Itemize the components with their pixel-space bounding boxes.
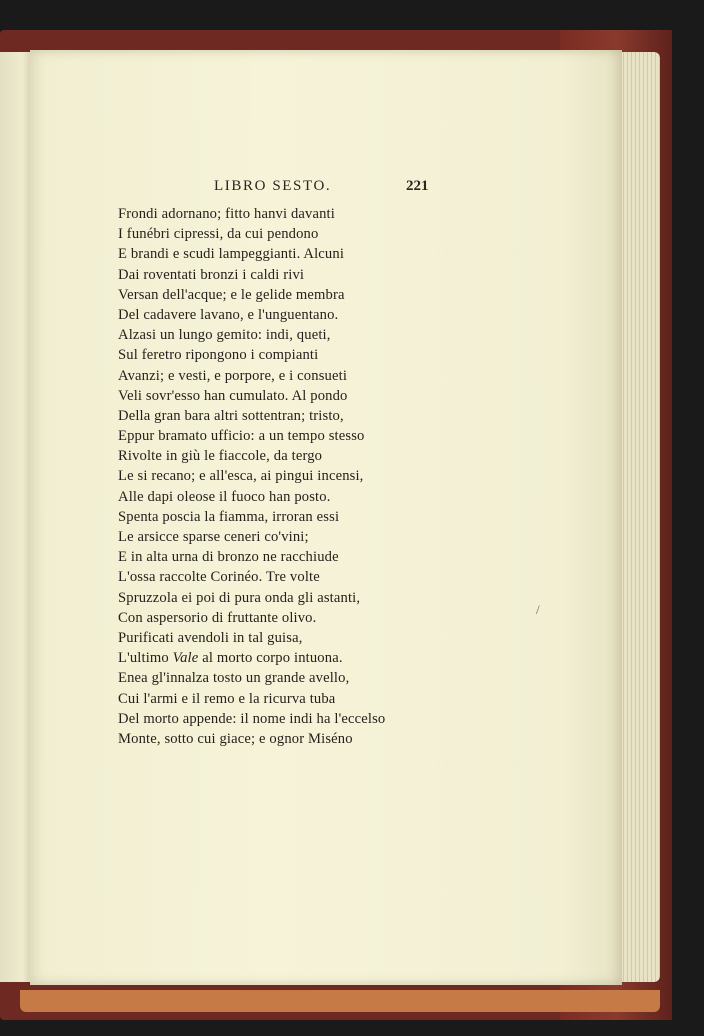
verse-line: Spenta poscia la fiamma, irroran essi: [118, 508, 340, 525]
verse-line: Cui l'armi e il remo e la ricurva tuba: [118, 690, 336, 707]
verse-line: Veli sovr'esso han cumulato. Al pondo: [118, 387, 348, 404]
verse-line: Enea gl'innalza tosto un grande avello,: [118, 670, 350, 687]
verse-line: Della gran bara altri sottentran; tristo,: [118, 407, 344, 424]
book-cover-edge: [20, 990, 660, 1012]
verse-block: [118, 204, 385, 749]
verse-text: al morto corpo intuona.: [198, 650, 343, 667]
verse-line: Avanzi; e vesti, e porpore, e i consueti: [118, 367, 348, 384]
verse-line: Alzasi un lungo gemito: indi, queti,: [118, 327, 331, 344]
verse-line: Purificati avendoli in tal guisa,: [118, 629, 303, 646]
verse-line: Rivolte in giù le fiaccole, da tergo: [118, 448, 323, 465]
verse-line: Del morto appende: il nome indi ha l'eccelso: [118, 710, 386, 727]
facing-page-edge: [0, 52, 33, 982]
verse-line: Del cadavere lavano, e l'unguentano.: [118, 306, 339, 323]
verse-line: I funébri cipressi, da cui pendono: [118, 226, 319, 243]
verse-line: E in alta urna di bronzo ne racchiude: [118, 549, 339, 566]
verse-line: Sul feretro ripongono i compianti: [118, 347, 319, 364]
verse-line: Frondi adornano; fitto hanvi davanti: [118, 206, 335, 222]
verse-line: Spruzzola ei poi di pura onda gli astanti,: [118, 589, 361, 606]
verse-line: Le arsicce sparse ceneri co'vini;: [118, 529, 309, 545]
italic-word: Vale: [172, 650, 199, 667]
verse-line: Con aspersorio di fruttante olivo.: [118, 609, 317, 626]
page-header: [30, 178, 622, 200]
verse-line: Versan dell'acque; e le gelide membra: [118, 286, 345, 303]
verse-line: Le si recano; e all'esca, ai pingui incensi,: [118, 468, 364, 485]
running-title: LIBRO SESTO.: [214, 178, 332, 194]
verse-line: L'ossa raccolte Corinéo. Tre volte: [118, 569, 320, 586]
verse-line-with-italic: [118, 648, 385, 668]
verse-line: Monte, sotto cui giace; e ognor Miséno: [118, 730, 353, 747]
verse-text: L'ultimo: [118, 650, 173, 667]
verse-line: Eppur bramato ufficio: a un tempo stesso: [118, 428, 365, 445]
verse-line: Alle dapi oleose il fuoco han posto.: [118, 488, 331, 505]
page-number: 221: [406, 178, 429, 194]
margin-mark: /: [536, 602, 540, 617]
verse-line: Dai roventati bronzi i caldi rivi: [118, 266, 305, 283]
verse-line: E brandi e scudi lampeggianti. Alcuni: [118, 246, 345, 263]
